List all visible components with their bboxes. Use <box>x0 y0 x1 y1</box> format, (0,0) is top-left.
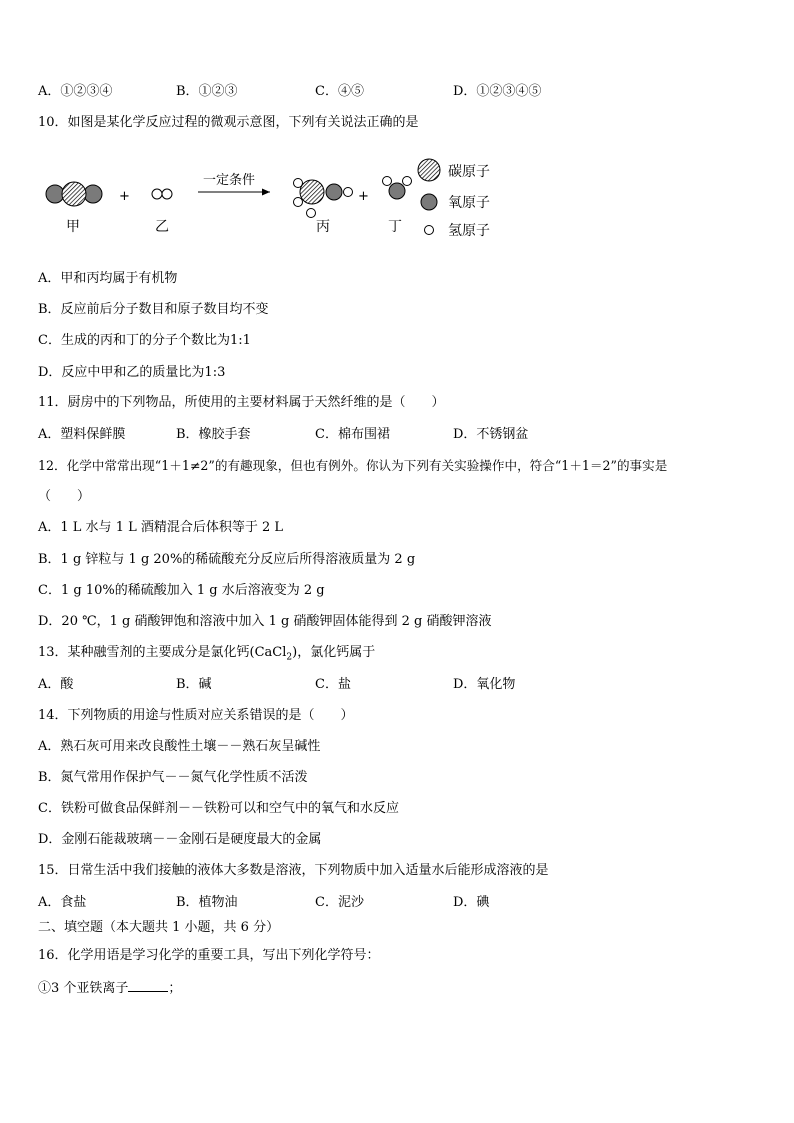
q13-stem-pre: 13．某种融雪剂的主要成分是氯化钙(CaCl <box>38 645 287 660</box>
q16-item-1-label: ①3 个亚铁离子 <box>38 981 129 996</box>
q11-stem: 11．厨房中的下列物品，所使用的主要材料属于天然纤维的是（ ） <box>38 395 445 410</box>
q11-option-d: D．不锈钢盆 <box>453 427 529 442</box>
q15-option-d: D．碘 <box>453 895 490 910</box>
molecule-jia <box>46 182 102 206</box>
q14-stem: 14．下列物质的用途与性质对应关系错误的是（ ） <box>38 708 354 723</box>
q12-option-c: C．1 g 10%的稀硫酸加入 1 g 水后溶液变为 2 g <box>38 583 325 598</box>
q12-stem-paren: （ ） <box>38 489 91 504</box>
q16-stem: 16．化学用语是学习化学的重要工具，写出下列化学符号： <box>38 948 380 963</box>
q9-option-a: A．①②③④ <box>38 84 113 99</box>
q10-option-c: C．生成的丙和丁的分子个数比为1:1 <box>38 333 251 348</box>
legend <box>418 159 490 239</box>
answer-blank[interactable] <box>128 979 168 992</box>
molecule-bing <box>294 179 353 218</box>
q14-option-b: B．氮气常用作保护气－－氮气化学性质不活泼 <box>38 770 308 785</box>
legend-hydrogen: 氢原子 <box>448 223 490 239</box>
q11-option-a: A．塑料保鲜膜 <box>38 427 126 442</box>
plus-1: + <box>119 189 130 204</box>
q13-option-a: A．酸 <box>38 677 74 692</box>
carbon-atom-icon <box>418 159 440 181</box>
legend-oxygen: 氧原子 <box>448 195 490 211</box>
label-yi: 乙 <box>155 219 169 235</box>
q14-option-c: C．铁粉可做食品保鲜剂－－铁粉可以和空气中的氧气和水反应 <box>38 801 399 816</box>
q14-option-a: A．熟石灰可用来改良酸性土壤－－熟石灰呈碱性 <box>38 739 321 754</box>
reaction-diagram <box>30 150 510 250</box>
q10-option-b: B．反应前后分子数目和原子数目均不变 <box>38 302 269 317</box>
q13-option-d: D．氧化物 <box>453 677 516 692</box>
q14-option-d: D．金刚石能裁玻璃－－金刚石是硬度最大的金属 <box>38 832 322 847</box>
q15-stem: 15．日常生活中我们接触的液体大多数是溶液，下列物质中加入适量水后能形成溶液的是 <box>38 863 549 878</box>
q15-option-a: A．食盐 <box>38 895 87 910</box>
q12-option-a: A．1 L 水与 1 L 酒精混合后体积等于 2 L <box>38 520 284 535</box>
q9-option-c: C．④⑤ <box>315 84 364 99</box>
molecule-yi <box>152 189 172 199</box>
q11-option-c: C．棉布围裙 <box>315 427 390 442</box>
molecule-ding <box>383 177 412 200</box>
q10-stem: 10．如图是某化学反应过程的微观示意图，下列有关说法正确的是 <box>38 115 419 130</box>
q16-item-1 <box>38 979 181 998</box>
q13-stem <box>38 644 375 667</box>
q13-option-c: C．盐 <box>315 677 351 692</box>
label-bing: 丙 <box>316 219 330 235</box>
label-ding: 丁 <box>388 219 402 235</box>
q12-option-d: D．20 ℃，1 g 硝酸钾饱和溶液中加入 1 g 硝酸钾固体能得到 2 g 硝酸钾溶液 <box>38 614 492 629</box>
arrow-head-icon <box>262 189 270 196</box>
oxygen-atom-icon <box>421 194 437 210</box>
q13-stem-post: )，氯化钙属于 <box>292 645 376 660</box>
q11-option-b: B．橡胶手套 <box>176 427 251 442</box>
q16-item-1-end: ； <box>168 981 182 996</box>
legend-carbon: 碳原子 <box>448 164 490 180</box>
reaction-condition: 一定条件 <box>203 173 256 188</box>
q12-stem: 12．化学中常常出现“1＋1≠2”的有趣现象，但也有例外。你认为下列有关实验操作中，符合“1＋1＝2”的事实是 <box>38 458 668 473</box>
q9-option-b: B．①②③ <box>176 84 238 99</box>
q9-option-d: D．①②③④⑤ <box>453 84 542 99</box>
q12-option-b: B．1 g 锌粒与 1 g 20%的稀硫酸充分反应后所得溶液质量为 2 g <box>38 552 416 567</box>
q13-stem-sub: 2 <box>286 652 293 663</box>
plus-2: + <box>358 189 369 204</box>
q10-option-d: D．反应中甲和乙的质量比为1:3 <box>38 365 226 380</box>
q15-option-c: C．泥沙 <box>315 895 364 910</box>
section-title: 二、填空题（本大题共 1 小题，共 6 分） <box>38 920 280 935</box>
label-jia: 甲 <box>66 219 80 235</box>
q13-option-b: B．碱 <box>176 677 212 692</box>
hydrogen-atom-icon <box>425 226 434 235</box>
q15-option-b: B．植物油 <box>176 895 238 910</box>
q10-option-a: A．甲和丙均属于有机物 <box>38 271 178 286</box>
